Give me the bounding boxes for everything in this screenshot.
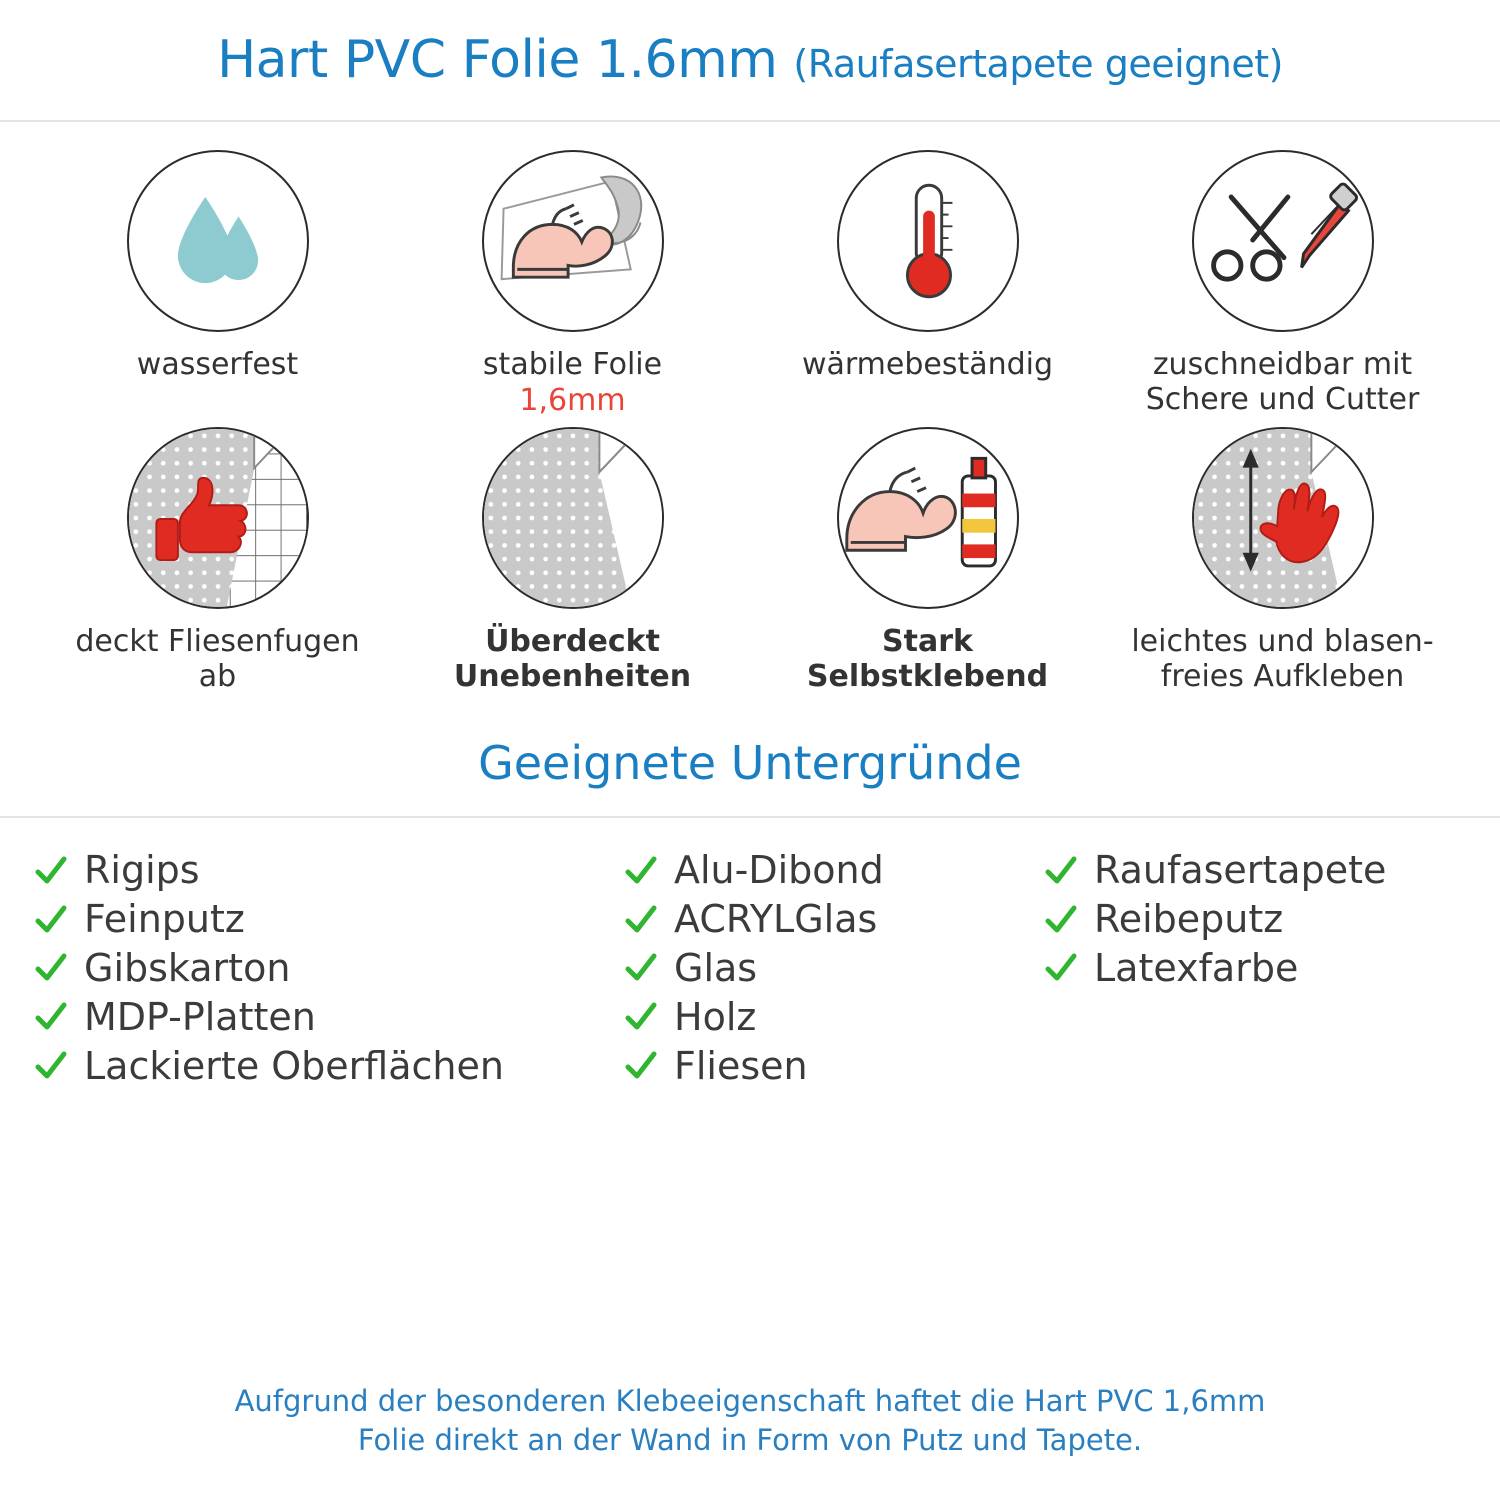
list-item-label: Fliesen bbox=[674, 1043, 808, 1088]
list-item bbox=[34, 897, 624, 942]
page-title-paren: (Raufasertapete geeignet) bbox=[793, 42, 1283, 86]
list-item bbox=[34, 1044, 624, 1089]
list-item-label: Reibeputz bbox=[1094, 897, 1284, 942]
check-icon bbox=[1044, 903, 1078, 937]
feature-icon-circle bbox=[482, 150, 664, 332]
page-title bbox=[217, 30, 1283, 90]
list-item bbox=[34, 995, 624, 1040]
list-item-label: Lackierte Oberflächen bbox=[84, 1043, 504, 1088]
check-icon bbox=[624, 951, 658, 985]
feature-label: stabile Folie bbox=[482, 347, 663, 382]
feature-icon-circle bbox=[127, 150, 309, 332]
footnote-line-2: Folie direkt an der Wand in Form von Putz und Tapete. bbox=[357, 1422, 1143, 1457]
list-item-label: Glas bbox=[674, 946, 758, 991]
list-item bbox=[1044, 897, 1466, 942]
thumbs-up-tiles-icon bbox=[129, 427, 307, 609]
feature-fliesenfugen bbox=[40, 427, 395, 695]
arm-glue-icon bbox=[839, 427, 1017, 609]
list-item-label: Raufasertapete bbox=[1094, 848, 1387, 893]
list-item bbox=[34, 848, 624, 893]
substrate-column-3 bbox=[1044, 848, 1466, 1088]
check-icon bbox=[624, 1000, 658, 1034]
foil-peel-icon bbox=[484, 427, 662, 609]
check-icon bbox=[34, 1000, 68, 1034]
feature-icon-circle bbox=[837, 427, 1019, 609]
feature-wasserfest bbox=[40, 150, 395, 419]
list-item-label: MDP-Platten bbox=[84, 994, 316, 1039]
footnote-line-1: Aufgrund der besonderen Klebeeigenschaft haftet die Hart PVC 1,6mm bbox=[234, 1383, 1266, 1418]
footnote bbox=[0, 1382, 1500, 1460]
list-item bbox=[34, 946, 624, 991]
list-item-label: Latexfarbe bbox=[1094, 946, 1299, 991]
substrate-column-1 bbox=[34, 848, 624, 1088]
list-item bbox=[624, 995, 1044, 1040]
feature-icon-circle bbox=[127, 427, 309, 609]
page-title-main: Hart PVC Folie 1.6mm bbox=[217, 30, 794, 90]
check-icon bbox=[624, 1049, 658, 1083]
check-icon bbox=[1044, 951, 1078, 985]
feature-grid bbox=[0, 122, 1500, 694]
feature-label: wasserfest bbox=[136, 347, 299, 382]
list-item bbox=[1044, 946, 1466, 991]
feature-icon-circle bbox=[837, 150, 1019, 332]
section-heading: Geeignete Untergründe bbox=[0, 736, 1500, 818]
check-icon bbox=[624, 903, 658, 937]
water-drops-icon bbox=[129, 150, 307, 332]
feature-sublabel: 1,6mm bbox=[519, 382, 626, 418]
check-icon bbox=[34, 1049, 68, 1083]
scissors-cutter-icon bbox=[1194, 150, 1372, 332]
header bbox=[0, 0, 1500, 122]
list-item bbox=[624, 848, 1044, 893]
list-item bbox=[624, 946, 1044, 991]
feature-waermebestaendig bbox=[750, 150, 1105, 419]
thermometer-icon bbox=[839, 150, 1017, 332]
substrate-list bbox=[0, 818, 1500, 1088]
hand-smoothing-icon bbox=[1194, 427, 1372, 609]
feature-ueberdeckt-unebenheiten bbox=[395, 427, 750, 695]
flexing-arm-foil-icon bbox=[484, 150, 662, 332]
feature-label: zuschneidbar mit Schere und Cutter bbox=[1145, 347, 1420, 417]
feature-label: wärmebeständig bbox=[801, 347, 1054, 382]
list-item-label: ACRYLGlas bbox=[674, 897, 878, 942]
feature-icon-circle bbox=[1192, 427, 1374, 609]
feature-icon-circle bbox=[1192, 150, 1374, 332]
feature-aufkleben bbox=[1105, 427, 1460, 695]
list-item bbox=[624, 897, 1044, 942]
feature-label: Stark Selbstklebend bbox=[806, 623, 1049, 694]
list-item-label: Rigips bbox=[84, 848, 200, 893]
list-item-label: Alu-Dibond bbox=[674, 848, 884, 893]
feature-icon-circle bbox=[482, 427, 664, 609]
list-item-label: Feinputz bbox=[84, 897, 245, 942]
feature-label: leichtes und blasen-freies Aufkleben bbox=[1131, 623, 1434, 694]
list-item bbox=[1044, 848, 1466, 893]
list-item-label: Gibskarton bbox=[84, 946, 291, 991]
check-icon bbox=[34, 903, 68, 937]
feature-zuschneidbar bbox=[1105, 150, 1460, 419]
substrate-column-2 bbox=[624, 848, 1044, 1088]
feature-stabile-folie bbox=[395, 150, 750, 419]
list-item-label: Holz bbox=[674, 994, 757, 1039]
check-icon bbox=[1044, 854, 1078, 888]
check-icon bbox=[624, 854, 658, 888]
feature-selbstklebend bbox=[750, 427, 1105, 695]
check-icon bbox=[34, 951, 68, 985]
feature-label: deckt Fliesenfugen ab bbox=[75, 623, 360, 694]
check-icon bbox=[34, 854, 68, 888]
feature-label: Überdeckt Unebenheiten bbox=[453, 623, 692, 694]
list-item bbox=[624, 1044, 1044, 1089]
